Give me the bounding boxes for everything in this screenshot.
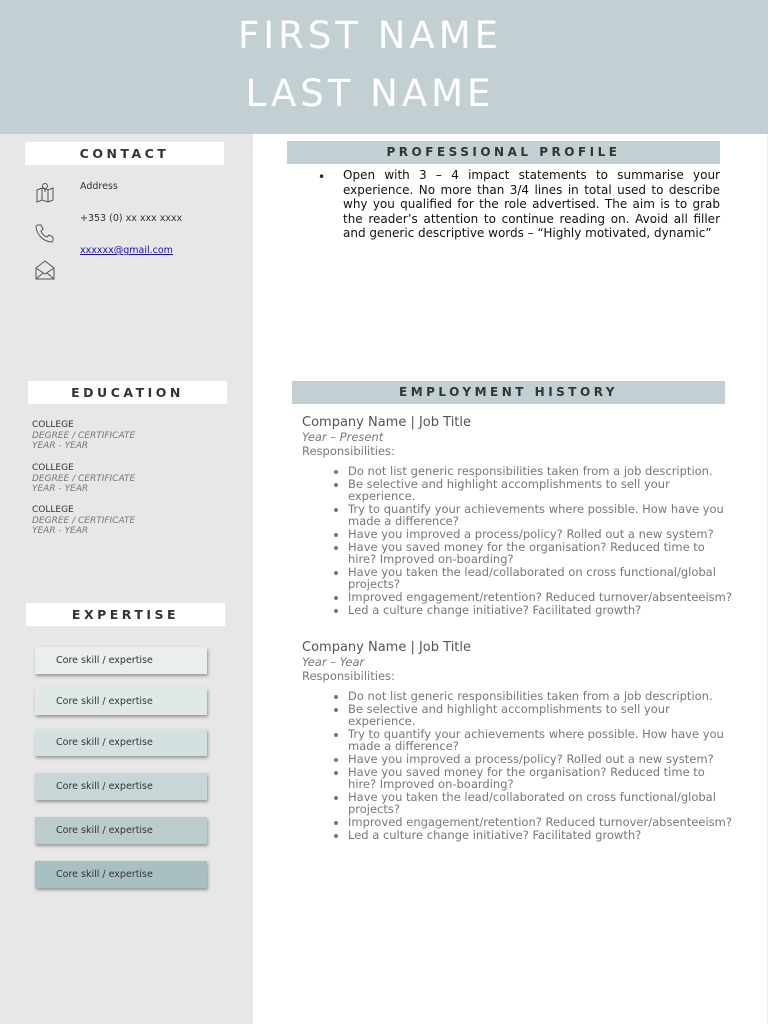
college-name: COLLEGE: [32, 505, 74, 515]
list-item: • Improved engagement/retention? Reduced turnover/absenteeism?: [348, 816, 732, 829]
list-item: • Be selective and highlight accomplishments to sell your experience.: [348, 478, 732, 503]
list-item: • Do not list generic responsibilities taken from a job description.: [348, 465, 732, 478]
job-title: Company Name | Job Title: [302, 415, 472, 430]
job-period: Year – Present: [302, 430, 384, 444]
list-item: • Improved engagement/retention? Reduced turnover/absenteeism?: [348, 591, 732, 604]
job-title: Company Name | Job Title: [302, 640, 472, 655]
list-item: • Have you improved a process/policy? Rolled out a new system?: [348, 528, 732, 541]
education-entry: [32, 463, 242, 494]
contact-heading: CONTACT: [25, 142, 224, 165]
responsibilities-label: Responsibilities:: [302, 669, 395, 683]
phone-icon: [34, 222, 56, 244]
degree: DEGREE / CERTIFICATE: [32, 431, 136, 441]
profile-summary: Open with 3 – 4 impact statements to summarise your experience. No more than 3/4 lines in total used to describe why you qualified for the role advertised. The aim is to grab the reader’s attention to continue reading on. Avoid all filler and generic descriptive words – “Highly motivated, dynamic”: [343, 168, 720, 240]
skill-box: Core skill / expertise: [35, 688, 207, 715]
skill-box: Core skill / expertise: [35, 647, 207, 674]
responsibilities-list: [302, 465, 732, 616]
education-heading: EDUCATION: [28, 381, 227, 404]
envelope-icon: [34, 259, 56, 281]
job-entry: [302, 640, 732, 841]
profile-heading: PROFESSIONAL PROFILE: [287, 141, 720, 164]
degree: DEGREE / CERTIFICATE: [32, 474, 136, 484]
education-years: YEAR - YEAR: [32, 484, 89, 494]
bullet-dot: •: [318, 170, 326, 184]
skill-box: Core skill / expertise: [35, 861, 207, 888]
education-entry: [32, 420, 242, 451]
education-years: YEAR - YEAR: [32, 441, 89, 451]
list-item: • Have you saved money for the organisation? Reduced time to hire? Improved on-boarding?: [348, 541, 732, 566]
skill-box: Core skill / expertise: [35, 817, 207, 844]
last-name: LAST NAME: [245, 72, 495, 115]
list-item: • Try to quantify your achievements where possible. How have you made a difference?: [348, 503, 732, 528]
education-entry: [32, 505, 242, 536]
list-item: • Have you taken the lead/collaborated on cross functional/global projects?: [348, 566, 732, 591]
skill-box: Core skill / expertise: [35, 773, 207, 800]
job-entry: [302, 415, 732, 616]
responsibilities-label: Responsibilities:: [302, 444, 395, 458]
employment-heading: EMPLOYMENT HISTORY: [292, 381, 725, 404]
list-item: • Have you saved money for the organisation? Reduced time to hire? Improved on-boarding?: [348, 766, 732, 791]
list-item: • Led a culture change initiative? Facilitated growth?: [348, 604, 732, 617]
skill-box: Core skill / expertise: [35, 729, 207, 756]
list-item: • Have you improved a process/policy? Rolled out a new system?: [348, 753, 732, 766]
list-item: • Try to quantify your achievements where possible. How have you made a difference?: [348, 728, 732, 753]
contact-address: Address: [80, 181, 118, 192]
list-item: • Have you taken the lead/collaborated on cross functional/global projects?: [348, 791, 732, 816]
degree: DEGREE / CERTIFICATE: [32, 516, 136, 526]
job-period: Year – Year: [302, 655, 365, 669]
responsibilities-list: [302, 690, 732, 841]
list-item: • Led a culture change initiative? Facilitated growth?: [348, 829, 732, 842]
education-years: YEAR - YEAR: [32, 526, 89, 536]
college-name: COLLEGE: [32, 463, 74, 473]
contact-email-link[interactable]: xxxxxx@gmail.com: [80, 245, 173, 256]
header-banner: [0, 0, 768, 134]
expertise-heading: EXPERTISE: [26, 603, 225, 626]
list-item: • Do not list generic responsibilities taken from a job description.: [348, 690, 732, 703]
list-item: • Be selective and highlight accomplishments to sell your experience.: [348, 703, 732, 728]
map-icon: [34, 181, 56, 203]
contact-phone: +353 (0) xx xxx xxxx: [80, 213, 183, 224]
first-name: FIRST NAME: [237, 14, 503, 57]
college-name: COLLEGE: [32, 420, 74, 430]
